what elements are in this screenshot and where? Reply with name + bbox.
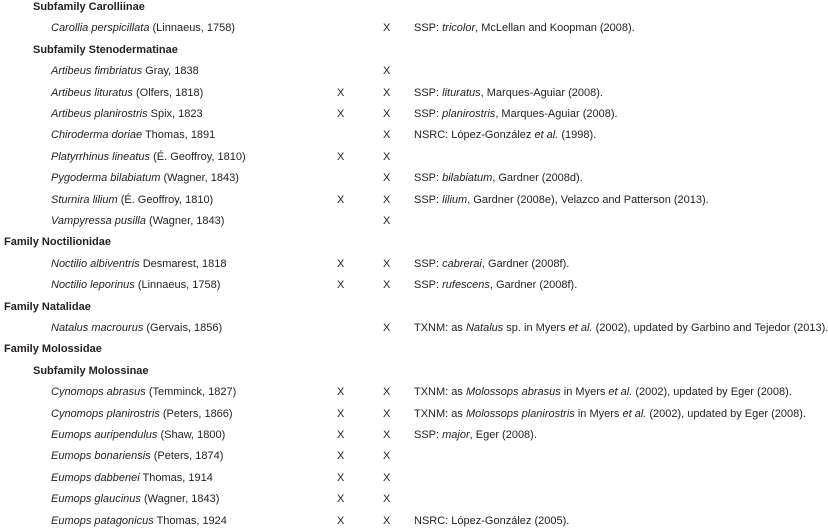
- note-segment: lituratus: [442, 86, 481, 99]
- note-segment: , Gardner (2008d).: [492, 172, 583, 185]
- note-segment: et al.: [622, 407, 647, 420]
- note-segment: tricolor: [442, 22, 476, 35]
- species-name: [51, 513, 227, 529]
- species-name: [51, 127, 215, 143]
- record-mark-column-1: X: [337, 429, 345, 441]
- species-row: [0, 470, 800, 486]
- record-mark-column-1: X: [337, 493, 345, 506]
- scientific-name: Artibeus planirostris: [51, 108, 148, 120]
- species-name: [51, 448, 223, 464]
- subfamily-heading-row: [0, 363, 800, 379]
- species-name: [51, 427, 225, 443]
- record-mark-column-2: X: [383, 514, 391, 527]
- species-row: [0, 320, 828, 336]
- species-row: [0, 213, 800, 229]
- subfamily-heading-row: [0, 0, 800, 15]
- species-authority: (Peters, 1866): [159, 407, 233, 420]
- record-mark-column-1: X: [337, 108, 345, 120]
- note-segment: SSP:: [414, 86, 443, 99]
- species-note: [414, 320, 828, 336]
- record-mark-column-2: X: [383, 386, 391, 399]
- species-name: [51, 192, 213, 208]
- subfamily-heading-row: [0, 42, 800, 58]
- record-mark-column-2: X: [383, 471, 391, 484]
- record-mark-column-1: X: [337, 86, 345, 99]
- species-authority: (Olfers, 1818): [132, 86, 204, 99]
- species-authority: (Linnaeus, 1758): [134, 279, 221, 292]
- record-mark-column-2: X: [383, 279, 391, 292]
- species-authority: Thomas, 1924: [153, 514, 227, 527]
- family-heading: Family Noctilionidae: [4, 236, 111, 249]
- record-mark-column-2: X: [383, 450, 391, 463]
- note-segment: (1998).: [558, 129, 597, 142]
- note-segment: , Gardner (2008f).: [481, 257, 570, 270]
- note-segment: bilabiatum: [442, 172, 493, 185]
- species-row: [0, 513, 800, 529]
- scientific-name: Platyrrhinus lineatus: [51, 150, 151, 163]
- record-mark-column-2: X: [383, 150, 391, 163]
- species-row: [0, 20, 800, 36]
- scientific-name: Eumops auripendulus: [51, 429, 158, 441]
- species-name: [51, 149, 246, 165]
- species-row: [0, 192, 800, 208]
- species-row: [0, 149, 800, 165]
- note-segment: SSP:: [414, 279, 443, 292]
- species-authority: Desmarest, 1818: [139, 257, 227, 270]
- record-mark-column-2: X: [383, 407, 391, 420]
- note-segment: TXNM: as: [414, 386, 466, 399]
- record-mark-column-2: X: [383, 22, 391, 35]
- species-note: [414, 85, 603, 101]
- note-segment: Molossops abrasus: [465, 386, 561, 399]
- record-mark-column-2: X: [383, 65, 391, 78]
- species-note: [414, 192, 709, 208]
- scientific-name: Cynomops planirostris: [51, 407, 160, 420]
- scientific-name: Chiroderma doriae: [51, 129, 143, 142]
- species-name: [51, 213, 224, 229]
- species-authority: (Wagner, 1843): [140, 493, 220, 506]
- scientific-name: Carollia perspicillata: [51, 22, 150, 35]
- species-authority: (Shaw, 1800): [157, 429, 226, 441]
- species-authority: (Wagner, 1843): [160, 172, 239, 185]
- scientific-name: Pygoderma bilabiatum: [51, 172, 161, 185]
- record-mark-column-1: X: [337, 450, 345, 463]
- family-heading-row: [0, 234, 800, 250]
- species-name: [51, 63, 199, 79]
- species-row: [0, 491, 800, 507]
- scientific-name: Artibeus lituratus: [51, 86, 133, 99]
- species-note: [414, 427, 537, 443]
- species-authority: (Linnaeus, 1758): [149, 22, 236, 35]
- record-mark-column-2: X: [383, 172, 391, 185]
- note-segment: TXNM: as: [414, 407, 466, 420]
- scientific-name: Cynomops abrasus: [51, 386, 146, 399]
- note-segment: Natalus: [465, 322, 504, 334]
- note-segment: , Marques-Aguiar (2008).: [495, 108, 618, 120]
- species-authority: Thomas, 1891: [142, 129, 216, 142]
- family-heading: Family Natalidae: [4, 300, 91, 313]
- species-name: [51, 470, 213, 486]
- species-row: [0, 127, 800, 143]
- note-segment: et al.: [534, 129, 559, 142]
- note-segment: SSP:: [414, 193, 443, 206]
- note-segment: et al.: [608, 386, 633, 399]
- species-note: [414, 20, 635, 36]
- subfamily-heading: Subfamily Molossinae: [33, 364, 149, 377]
- species-name: [51, 85, 203, 101]
- note-segment: (2002), updated by Eger (2008).: [646, 407, 806, 420]
- species-authority: Thomas, 1914: [139, 471, 213, 484]
- record-mark-column-1: X: [337, 257, 345, 270]
- note-segment: , Gardner (2008f).: [489, 279, 578, 292]
- scientific-name: Natalus macrourus: [51, 322, 144, 334]
- record-mark-column-1: X: [337, 279, 345, 292]
- species-name: [51, 256, 226, 272]
- species-authority: Gray, 1838: [142, 65, 199, 78]
- scientific-name: Eumops patagonicus: [51, 514, 154, 527]
- species-name: [51, 20, 235, 36]
- record-mark-column-1: X: [337, 407, 345, 420]
- record-mark-column-1: X: [337, 514, 345, 527]
- scientific-name: Eumops glaucinus: [51, 493, 141, 506]
- species-row: [0, 63, 800, 79]
- species-note: [414, 277, 577, 293]
- note-segment: (2002), updated by Eger (2008).: [632, 386, 792, 399]
- scientific-name: Noctilio albiventris: [51, 257, 140, 270]
- scientific-name: Eumops bonariensis: [51, 450, 151, 463]
- species-note: [414, 256, 569, 272]
- record-mark-column-1: X: [337, 150, 345, 163]
- subfamily-heading: Subfamily Stenodermatinae: [33, 43, 178, 56]
- species-name: [51, 384, 236, 400]
- record-mark-column-1: X: [337, 193, 345, 206]
- species-name: [51, 277, 220, 293]
- note-segment: SSP:: [414, 172, 443, 185]
- record-mark-column-2: X: [383, 129, 391, 142]
- species-name: [51, 406, 233, 422]
- species-name: [51, 106, 203, 122]
- family-heading: Family Molossidae: [4, 343, 102, 356]
- subfamily-heading: Subfamily Carolliinae: [33, 1, 145, 13]
- note-segment: sp. in Myers: [503, 322, 569, 334]
- species-row: [0, 448, 800, 464]
- family-heading-row: [0, 341, 800, 357]
- scientific-name: Noctilio leporinus: [51, 279, 135, 292]
- note-segment: SSP:: [414, 429, 443, 441]
- note-segment: lilium: [442, 193, 468, 206]
- species-name: [51, 320, 222, 336]
- note-segment: NSRC: López-González: [414, 129, 535, 142]
- species-authority: (Gervais, 1856): [143, 322, 223, 334]
- note-segment: cabrerai: [442, 257, 482, 270]
- species-row: [0, 170, 800, 186]
- record-mark-column-2: X: [383, 108, 391, 120]
- note-segment: SSP:: [414, 108, 443, 120]
- record-mark-column-1: X: [337, 471, 345, 484]
- species-note: [414, 513, 569, 529]
- record-mark-column-2: X: [383, 322, 391, 334]
- species-note: [414, 170, 583, 186]
- note-segment: , McLellan and Koopman (2008).: [475, 22, 635, 35]
- species-row: [0, 85, 800, 101]
- record-mark-column-2: X: [383, 86, 391, 99]
- species-row: [0, 256, 800, 272]
- note-segment: , Eger (2008).: [469, 429, 537, 441]
- species-note: [414, 127, 596, 143]
- species-row: [0, 384, 800, 400]
- scientific-name: Vampyressa pusilla: [51, 215, 146, 227]
- note-segment: , Gardner (2008e), Velazco and Patterson (2013).: [467, 193, 709, 206]
- note-segment: NSRC: López-González (2005).: [414, 514, 570, 527]
- scientific-name: Eumops dabbenei: [51, 471, 140, 484]
- species-row: [0, 427, 800, 443]
- species-authority: (Peters, 1874): [150, 450, 224, 463]
- note-segment: SSP:: [414, 22, 443, 35]
- species-authority: (Temminck, 1827): [145, 386, 237, 399]
- record-mark-column-2: X: [383, 493, 391, 506]
- species-name: [51, 491, 219, 507]
- species-note: [414, 106, 618, 122]
- record-mark-column-2: X: [383, 429, 391, 441]
- species-authority: Spix, 1823: [147, 108, 203, 120]
- note-segment: in Myers: [560, 386, 609, 399]
- family-heading-row: [0, 299, 800, 315]
- note-segment: et al.: [568, 322, 593, 334]
- note-segment: rufescens: [442, 279, 490, 292]
- note-segment: , Marques-Aguiar (2008).: [480, 86, 603, 99]
- species-row: [0, 277, 800, 293]
- species-row: [0, 106, 800, 122]
- species-authority: (Wagner, 1843): [145, 215, 225, 227]
- record-mark-column-2: X: [383, 193, 391, 206]
- species-row: [0, 406, 806, 422]
- species-authority: (É. Geoffroy, 1810): [117, 193, 214, 206]
- note-segment: (2002), updated by Garbino and Tejedor (2013).: [592, 322, 828, 334]
- record-mark-column-2: X: [383, 215, 391, 227]
- record-mark-column-2: X: [383, 257, 391, 270]
- scientific-name: Artibeus fimbriatus: [51, 65, 143, 78]
- species-note: [414, 406, 806, 422]
- note-segment: TXNM: as: [414, 322, 466, 334]
- note-segment: in Myers: [574, 407, 623, 420]
- species-authority: (É. Geoffroy, 1810): [150, 150, 246, 163]
- note-segment: major: [442, 429, 470, 441]
- note-segment: planirostris: [442, 108, 496, 120]
- species-name: [51, 170, 239, 186]
- species-note: [414, 384, 792, 400]
- note-segment: Molossops planirostris: [465, 407, 575, 420]
- record-mark-column-1: X: [337, 386, 345, 399]
- note-segment: SSP:: [414, 257, 443, 270]
- scientific-name: Sturnira lilium: [51, 193, 118, 206]
